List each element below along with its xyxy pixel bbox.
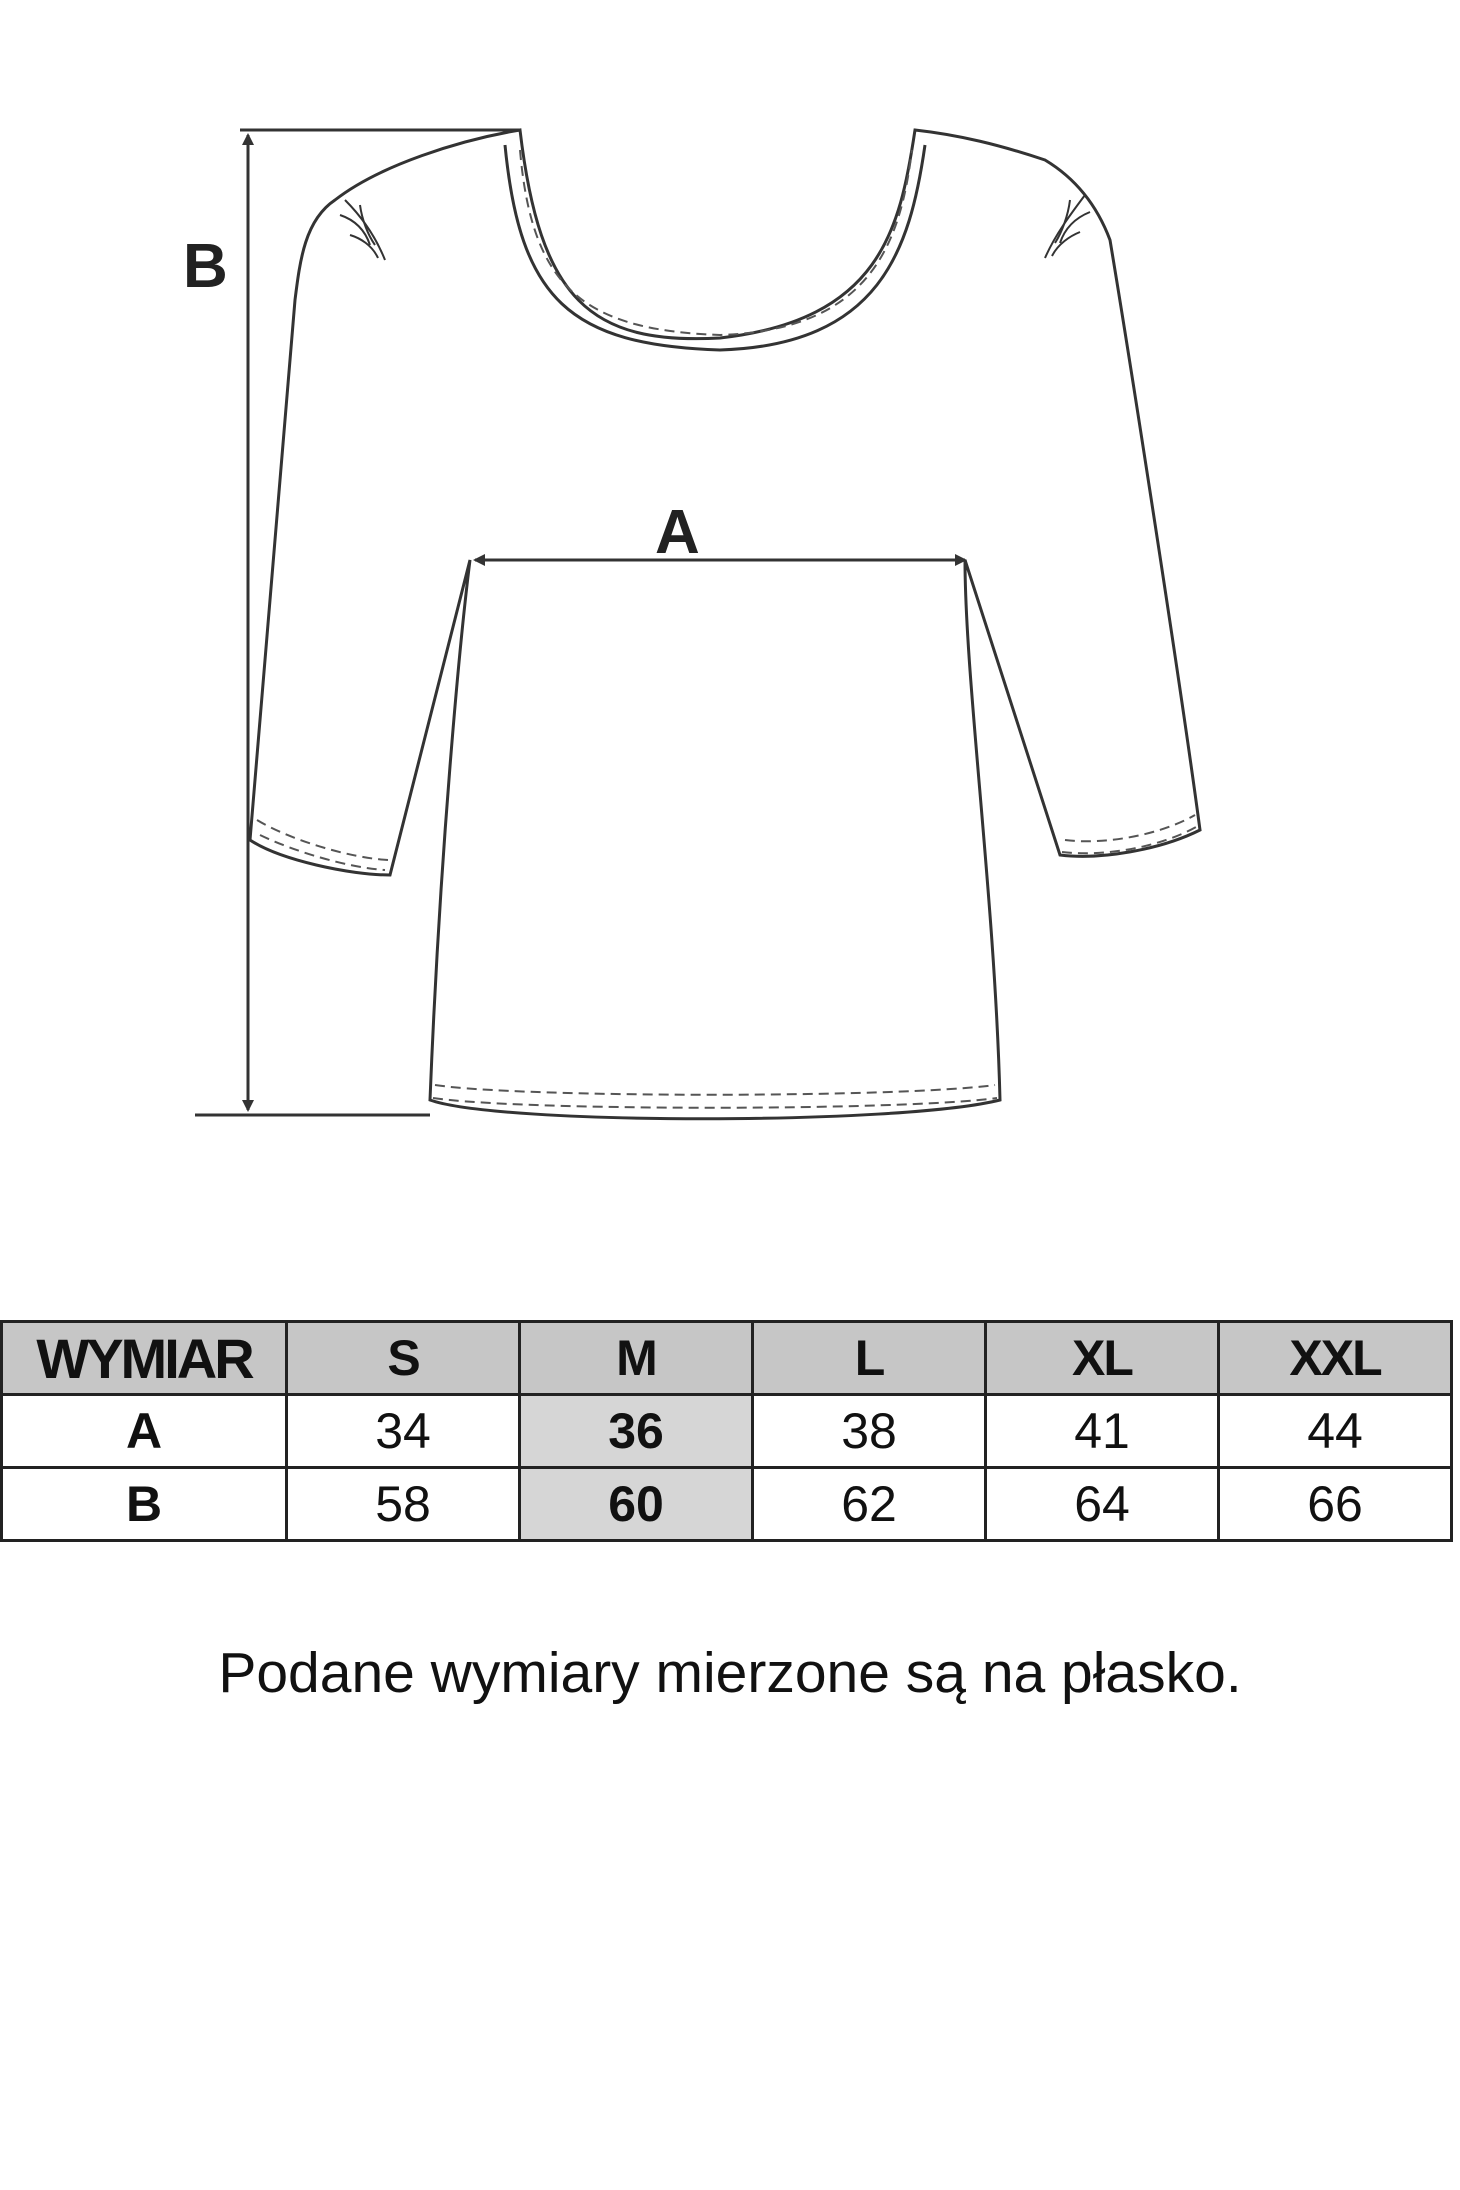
length-label: B — [183, 232, 228, 301]
table-cell: 34 — [287, 1395, 520, 1468]
table-cell-highlight: 60 — [520, 1468, 753, 1541]
neckline-trim — [505, 145, 925, 350]
left-shoulder-leaf-icon — [340, 200, 385, 260]
table-header-row — [2, 1322, 1452, 1395]
row-label-cell: A — [2, 1395, 287, 1468]
shirt-outline — [250, 130, 1200, 1119]
table-row — [2, 1395, 1452, 1468]
table-cell: 58 — [287, 1468, 520, 1541]
table-cell: 66 — [1219, 1468, 1452, 1541]
hem-stitch — [435, 1085, 995, 1095]
table-row — [2, 1468, 1452, 1541]
footnote-text: Podane wymiary mierzone są na płasko. — [218, 1641, 1242, 1705]
width-label: A — [655, 498, 700, 567]
table-cell: 41 — [986, 1395, 1219, 1468]
right-shoulder-leaf-icon — [1045, 195, 1090, 258]
header-label-cell: WYMIAR — [2, 1322, 287, 1395]
size-table — [0, 1320, 1453, 1542]
size-header-cell: XL — [986, 1322, 1219, 1395]
table-cell: 38 — [753, 1395, 986, 1468]
table-cell: 44 — [1219, 1395, 1452, 1468]
size-header-cell: S — [287, 1322, 520, 1395]
table-cell: 62 — [753, 1468, 986, 1541]
size-header-cell: M — [520, 1322, 753, 1395]
size-header-cell: XXL — [1219, 1322, 1452, 1395]
size-header-cell: L — [753, 1322, 986, 1395]
hem-stitch-2 — [433, 1098, 997, 1108]
table-cell: 64 — [986, 1468, 1219, 1541]
table-cell-highlight: 36 — [520, 1395, 753, 1468]
row-label-cell: B — [2, 1468, 287, 1541]
